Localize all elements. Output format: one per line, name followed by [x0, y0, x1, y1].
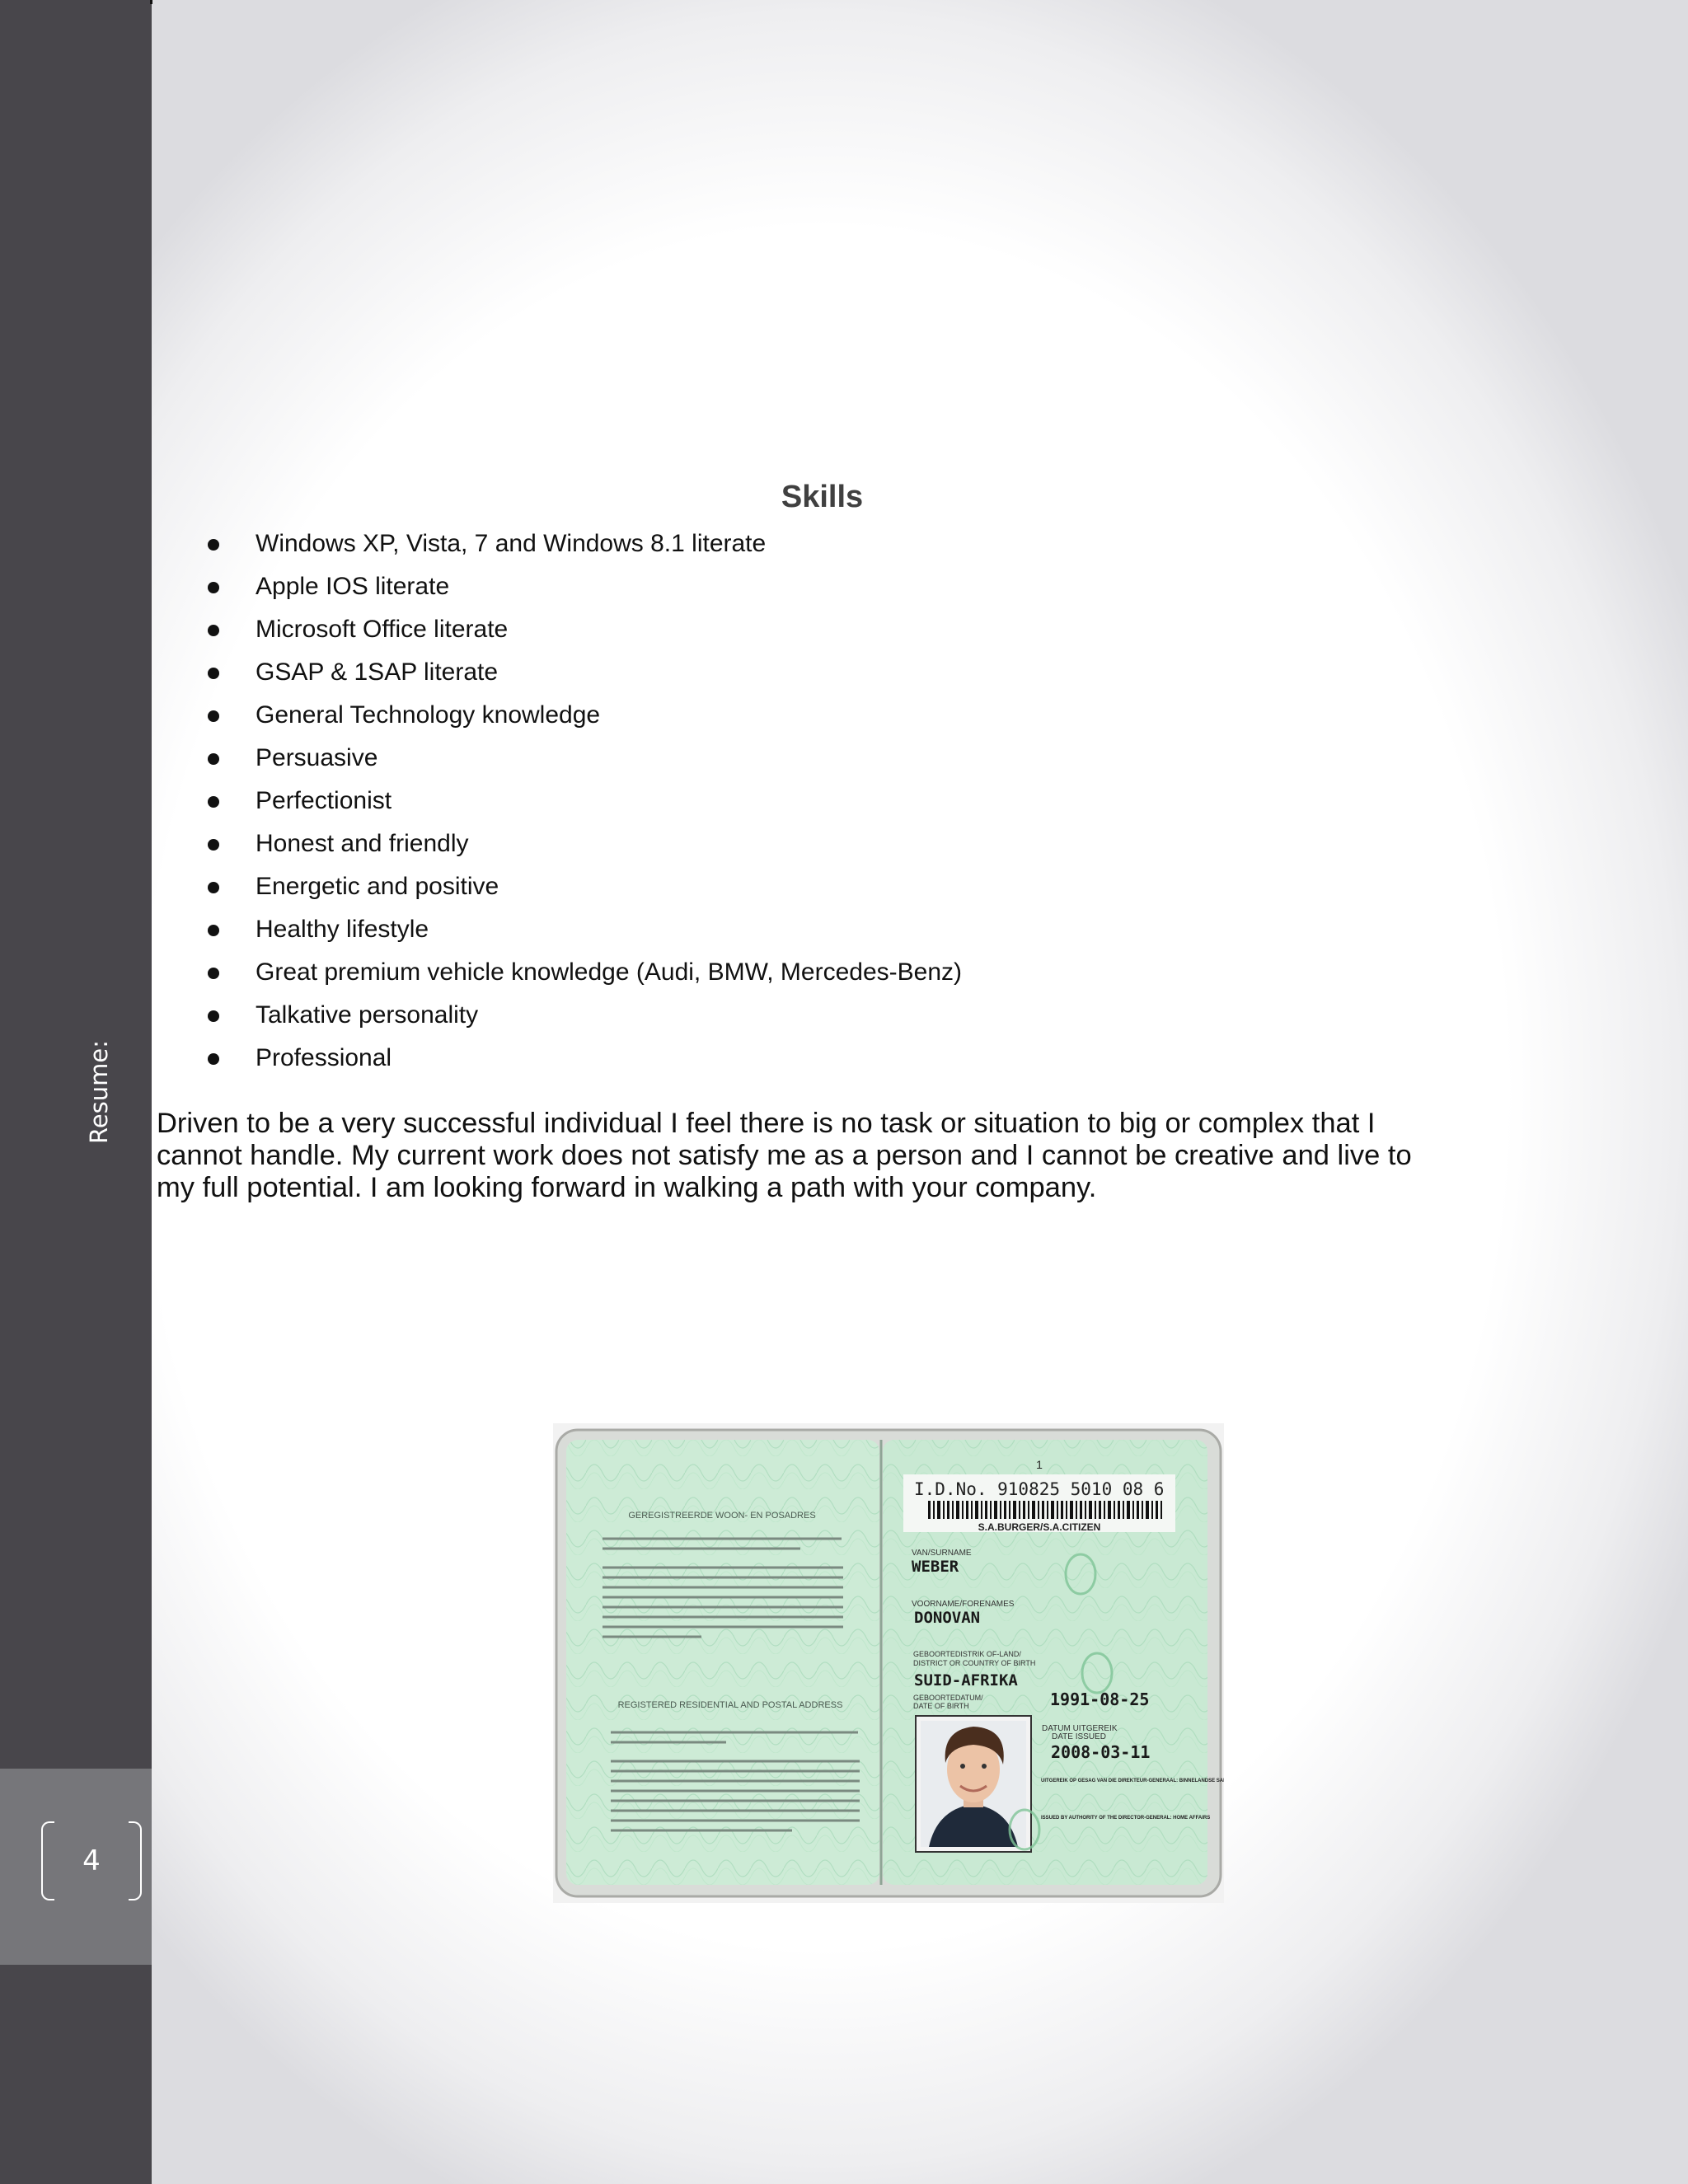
forenames-label: VOORNAME/FORENAMES [912, 1600, 1015, 1609]
skills-heading: Skills [781, 480, 864, 514]
page-number-box [41, 1821, 142, 1900]
dob-label-1: GEBOORTEDATUM/ [913, 1694, 983, 1702]
page-number-block [0, 1769, 152, 1965]
dob-value: 1991-08-25 [1050, 1690, 1150, 1709]
bullet-icon [208, 582, 219, 593]
surname-label: VAN/SURNAME [912, 1549, 972, 1558]
dob-label-2: DATE OF BIRTH [913, 1702, 969, 1710]
birth-district-label-1: GEBOORTEDISTRIK OF-LAND/ [913, 1650, 1021, 1658]
citizen-label: S.A.BURGER/S.A.CITIZEN [978, 1521, 1101, 1533]
bullet-icon [208, 968, 219, 979]
left-heading-af: GEREGISTREERDE WOON- EN POSADRES [628, 1511, 816, 1521]
birth-country-value: SUID-AFRIKA [914, 1671, 1018, 1690]
issued-label-1: DATUM UITGEREIK [1042, 1724, 1118, 1733]
corner-mark [150, 0, 152, 4]
bullet-icon [208, 796, 219, 808]
authority-en: ISSUED BY AUTHORITY OF THE DIRECTOR-GENERAL: HOME AFFAIRS [1041, 1816, 1211, 1821]
bullet-icon [208, 925, 219, 936]
birth-district-label-2: DISTRICT OR COUNTRY OF BIRTH [913, 1659, 1036, 1667]
surname-value: WEBER [912, 1558, 959, 1576]
bullet-icon [208, 668, 219, 679]
bullet-icon [208, 882, 219, 893]
page-number: 4 [82, 1844, 101, 1877]
bullet-icon [208, 1053, 219, 1065]
id-page-number: 1 [1036, 1458, 1043, 1471]
bullet-icon [208, 625, 219, 636]
issued-value: 2008-03-11 [1051, 1742, 1151, 1762]
bullet-icon [208, 1010, 219, 1022]
bullet-icon [208, 710, 219, 722]
bullet-icon [208, 539, 219, 551]
summary-paragraph: Driven to be a very successful individual I feel there is no task or situation to big or complex that I cannot handle. My current work does not satisfy me as a person and I cannot be creative and live to my full potential. I am looking forward in walking a path with your company. [157, 1108, 1412, 1203]
bullet-icon [208, 839, 219, 851]
id-document-image [553, 1423, 1224, 1903]
id-book-svg [553, 1423, 1224, 1903]
forenames-value: DONOVAN [914, 1609, 981, 1627]
authority-af: UITGEREIK OP GESAG VAN DIE DIREKTEUR-GENERAAL: BINNELANDSE SAKE [1041, 1779, 1224, 1783]
left-heading-en: REGISTERED RESIDENTIAL AND POSTAL ADDRESS [617, 1700, 843, 1710]
id-number: I.D.No. 910825 5010 08 6 [914, 1479, 1165, 1499]
bullet-icon [208, 753, 219, 765]
issued-label-2: DATE ISSUED [1052, 1732, 1106, 1741]
resume-label: Resume: [85, 1039, 113, 1145]
